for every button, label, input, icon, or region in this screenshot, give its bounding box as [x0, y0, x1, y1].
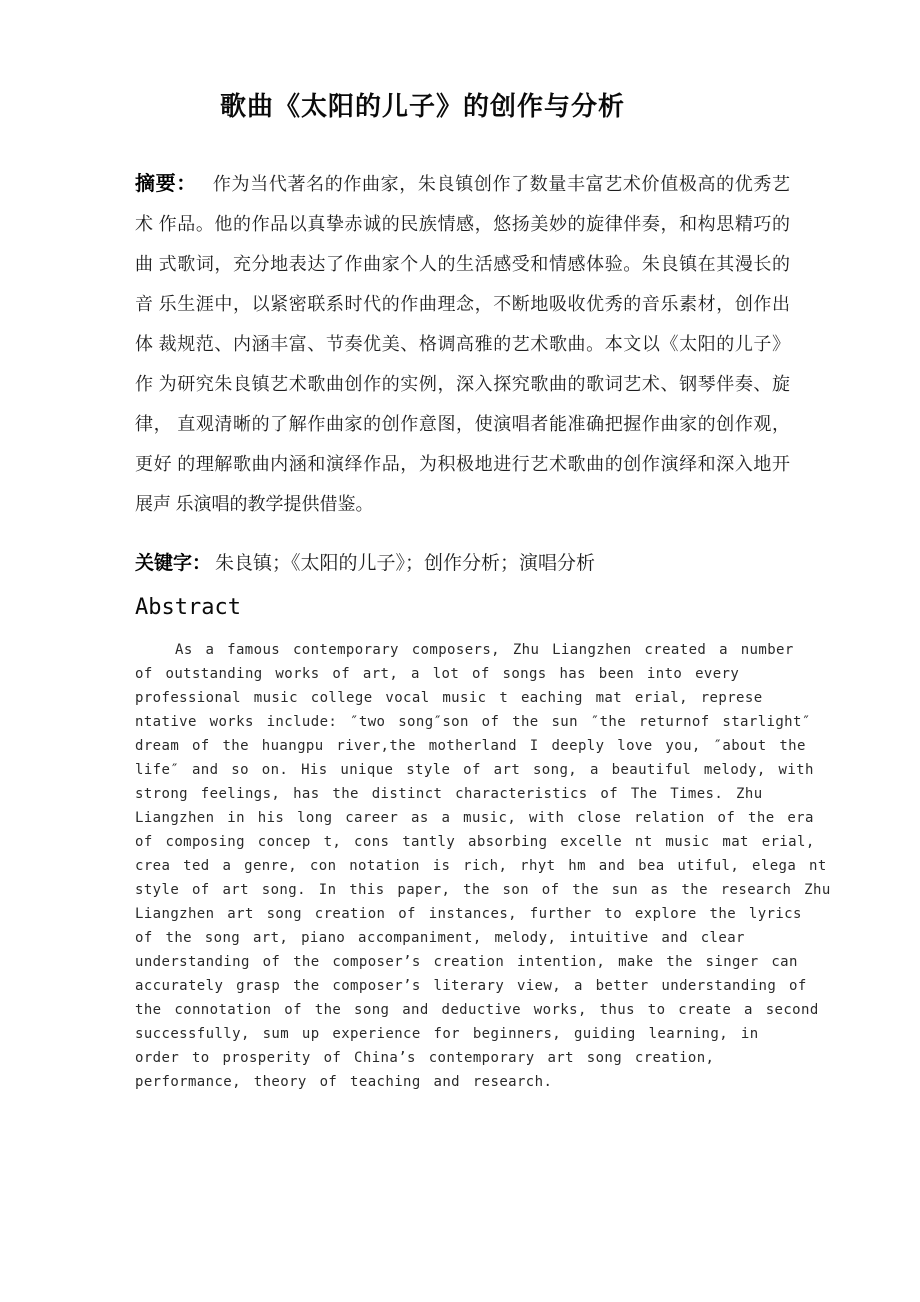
abstract-en-line: dream of the huangpu river,the motherland I deeply love you, ″about the	[135, 738, 806, 754]
abstract-en-line: performance, theory of teaching and research.	[135, 1074, 553, 1090]
abstract-en-line: the connotation of the song and deductive works, thus to create a second	[135, 1002, 819, 1018]
abstract-cn-line: 音 乐生涯中，以紧密联系时代的作曲理念，不断地吸收优秀的音乐素材，创作出	[135, 294, 790, 314]
abstract-en-line: strong feelings, has the distinct characteristics of The Times. Zhu	[135, 786, 763, 802]
abstract-en-line: of the song art, piano accompaniment, melody, intuitive and clear	[135, 930, 745, 946]
abstract-cn-label: 摘要：	[135, 173, 197, 195]
abstract-en-line: order to prosperity of China’s contemporary art song creation,	[135, 1050, 715, 1066]
abstract-en-first-line: As a famous contemporary composers, Zhu Liangzhen created a number	[175, 642, 794, 658]
keywords-text: 朱良镇；《太阳的儿子》；创作分析；演唱分析	[215, 553, 596, 574]
abstract-cn-first-line	[135, 164, 790, 204]
abstract-en-line: professional music college vocal music t eaching mat erial, represe	[135, 690, 763, 706]
abstract-en-heading: Abstract	[135, 595, 241, 620]
abstract-en-line: Liangzhen in his long career as a music, with close relation of the era	[135, 810, 814, 826]
abstract-en-line: accurately grasp the composer’s literary view, a better understanding of	[135, 978, 807, 994]
abstract-cn-line: 术 作品。他的作品以真挚赤诚的民族情感，悠扬美妙的旋律伴奏，和构思精巧的	[135, 214, 790, 234]
abstract-cn-section	[135, 164, 790, 524]
abstract-en-line: crea ted a genre, con notation is rich, rhyt hm and bea utiful, elega nt	[135, 858, 827, 874]
abstract-cn-line: 体 裁规范、内涵丰富、节奏优美、格调高雅的艺术歌曲。本文以《太阳的儿子》	[135, 334, 790, 354]
abstract-en-line: understanding of the composer’s creation intention, make the singer can	[135, 954, 798, 970]
abstract-en-line: ntative works include: ″two song″son of the sun ″the returnof starlight″	[135, 714, 811, 730]
abstract-cn-line: 更好 的理解歌曲内涵和演绎作品，为积极地进行艺术歌曲的创作演绎和深入地开	[135, 454, 790, 474]
abstract-cn-line: 曲 式歌词，充分地表达了作曲家个人的生活感受和情感体验。朱良镇在其漫长的	[135, 254, 790, 274]
keywords-line	[135, 544, 825, 584]
page-title: 歌曲《太阳的儿子》的创作与分析	[219, 91, 625, 121]
abstract-en-line: of outstanding works of art, a lot of songs has been into every	[135, 666, 740, 682]
abstract-cn-first-text: 作为当代著名的作曲家，朱良镇创作了数量丰富艺术价值极高的优秀艺	[212, 174, 791, 194]
abstract-cn-line: 作 为研究朱良镇艺术歌曲创作的实例，深入探究歌曲的歌词艺术、钢琴伴奏、旋	[135, 374, 790, 394]
abstract-en-line: of composing concep t, cons tantly absorbing excelle nt music mat erial,	[135, 834, 815, 850]
abstract-cn-line: 律， 直观清晰的了解作曲家的创作意图，使演唱者能准确把握作曲家的创作观，	[135, 414, 790, 434]
abstract-cn-last-line: 展声 乐演唱的教学提供借鉴。	[135, 494, 374, 514]
abstract-en-section	[135, 638, 835, 1094]
keywords-label: 关键字：	[135, 553, 212, 574]
abstract-en-line: life″ and so on. His unique style of art song, a beautiful melody, with	[135, 762, 814, 778]
abstract-en-line: successfully, sum up experience for beginners, guiding learning, in	[135, 1026, 759, 1042]
abstract-en-line: Liangzhen art song creation of instances, further to explore the lyrics	[135, 906, 802, 922]
abstract-en-line: style of art song. In this paper, the son of the sun as the research Zhu	[135, 882, 831, 898]
